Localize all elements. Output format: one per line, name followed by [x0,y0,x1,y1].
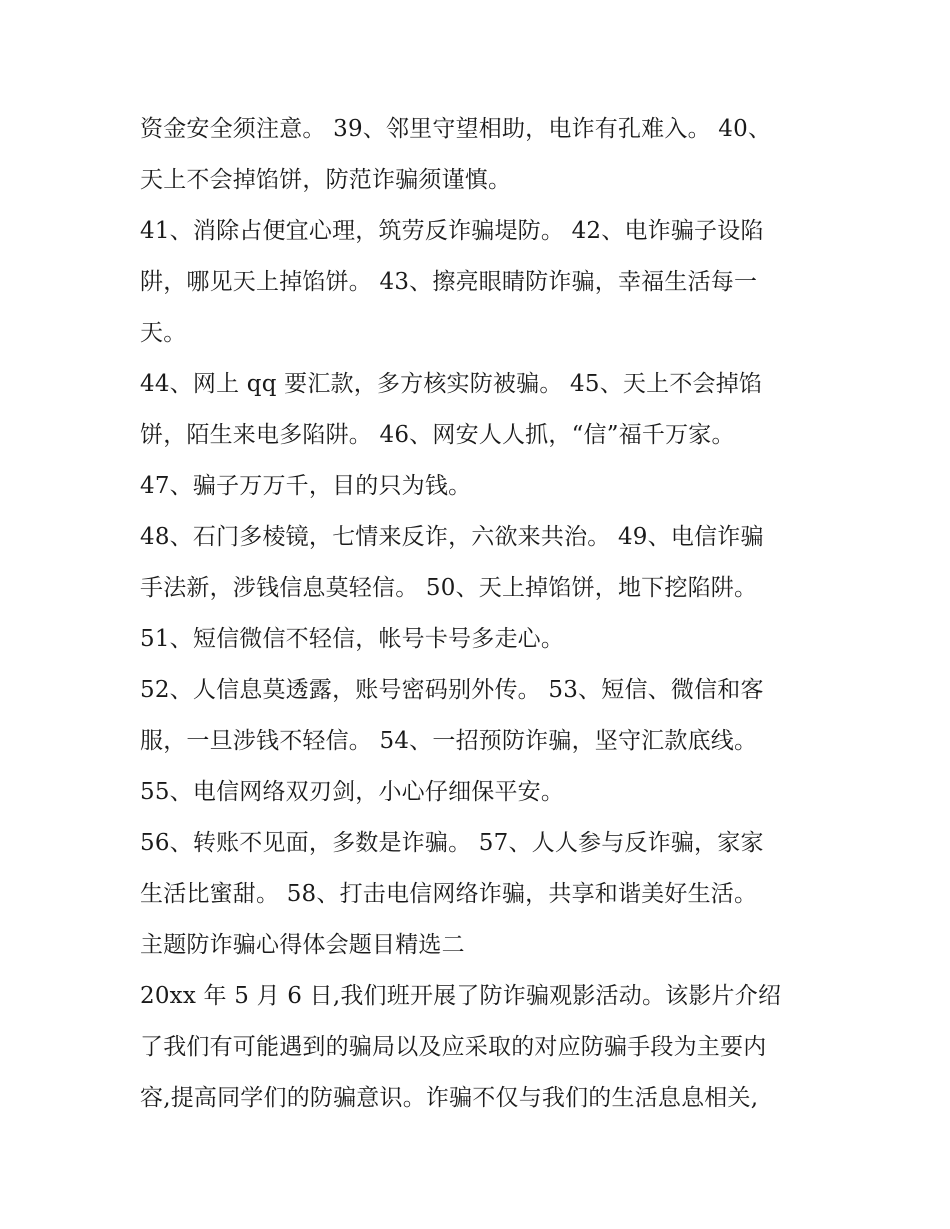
text-line: 了我们有可能遇到的骗局以及应采取的对应防骗手段为主要内 [140,1034,767,1060]
text-line: 56、转账不见面，多数是诈骗。 57、人人参与反诈骗，家家 [140,830,764,856]
text-line: 52、人信息莫透露，账号密码别外传。 53、短信、微信和客 [140,677,764,703]
text-line: 48、石门多棱镜，七情来反诈，六欲来共治。 49、电信诈骗 [140,524,764,550]
text-line: 饼，陌生来电多陷阱。 46、网安人人抓，“信”福千万家。 [140,422,735,448]
section-heading: 主题防诈骗心得体会题目精选二 [140,932,465,958]
text-line: 47、骗子万万千，目的只为钱。 [140,473,472,499]
text-line: 天。 [140,320,187,346]
text-line: 阱，哪见天上掉馅饼。 43、擦亮眼睛防诈骗，幸福生活每一 [140,269,758,295]
text-line: 20xx 年 5 月 6 日,我们班开展了防诈骗观影活动。该影片介绍 [140,983,782,1009]
text-line: 服，一旦涉钱不轻信。 54、一招预防诈骗，坚守汇款底线。 [140,728,758,754]
text-line: 51、短信微信不轻信，帐号卡号多走心。 [140,626,565,652]
document-body [140,104,830,1124]
text-line: 资金安全须注意。 39、邻里守望相助，电诈有孔难入。 40、 [140,116,772,142]
text-line: 41、消除占便宜心理，筑劳反诈骗堤防。 42、电诈骗子设陷 [140,218,764,244]
text-line: 天上不会掉馅饼，防范诈骗须谨慎。 [140,167,512,193]
text-line: 44、网上 qq 要汇款，多方核实防被骗。 45、天上不会掉馅 [140,371,763,397]
text-line: 55、电信网络双刃剑，小心仔细保平安。 [140,779,565,805]
text-line: 手法新，涉钱信息莫轻信。 50、天上掉馅饼，地下挖陷阱。 [140,575,758,601]
text-line: 生活比蜜甜。 58、打击电信网络诈骗，共享和谐美好生活。 [140,881,758,907]
text-line: 容,提高同学们的防骗意识。诈骗不仅与我们的生活息息相关, [140,1085,759,1111]
